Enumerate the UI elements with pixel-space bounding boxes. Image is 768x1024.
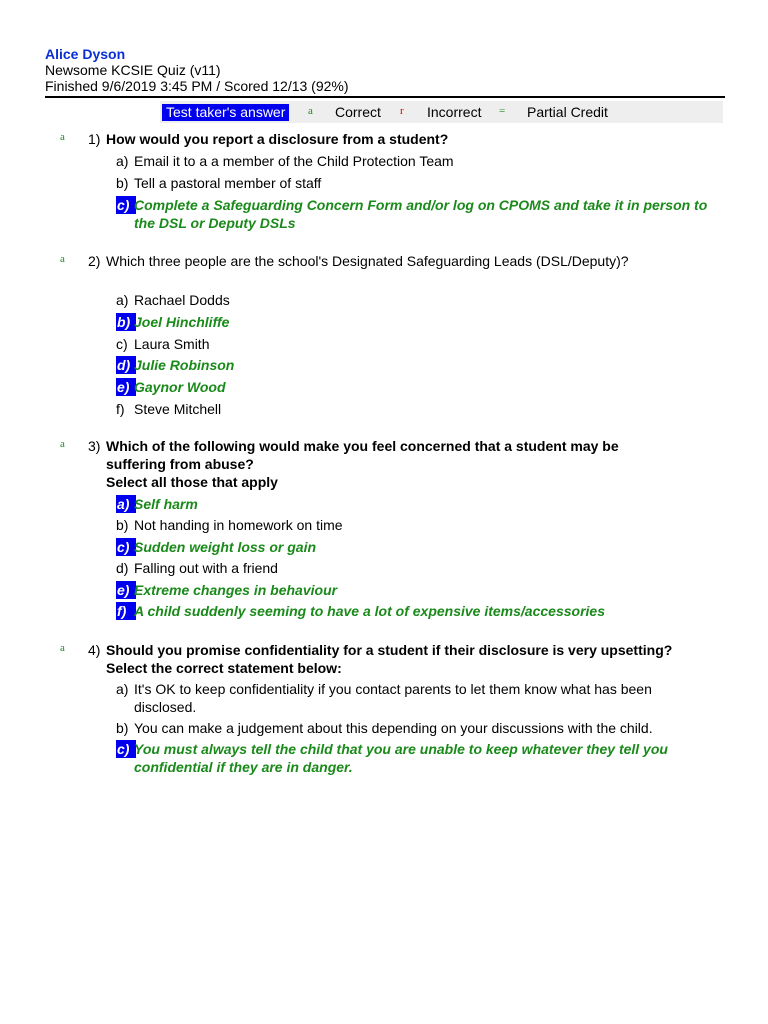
question-text: How would you report a disclosure from a student? bbox=[106, 131, 449, 147]
legend-correct-label: Correct bbox=[335, 104, 381, 120]
option-selected-correct: f) A child suddenly seeming to have a lot of expensive items/accessories bbox=[117, 603, 605, 619]
partial-credit-icon: = bbox=[499, 105, 506, 117]
correct-check-icon: a bbox=[60, 438, 65, 450]
header-divider bbox=[45, 96, 725, 98]
option: b) You can make a judgement about this depending on your discussions with the child. bbox=[116, 720, 653, 736]
correct-check-icon: a bbox=[308, 105, 313, 117]
question-number: 4) bbox=[88, 642, 101, 658]
option: b) Not handing in homework on time bbox=[116, 517, 343, 533]
question-number: 3) bbox=[88, 438, 101, 454]
quiz-title: Newsome KCSIE Quiz (v11) bbox=[45, 62, 221, 78]
correct-check-icon: a bbox=[60, 131, 65, 143]
legend-incorrect-label: Incorrect bbox=[427, 104, 482, 120]
result-header bbox=[45, 46, 725, 94]
question-number: 2) bbox=[88, 253, 101, 269]
legend-bar bbox=[160, 101, 723, 123]
option-selected-correct: c) Complete a Safeguarding Concern Form and/or log on CPOMS and take it in person to the DSL or Deputy DSLs bbox=[117, 197, 708, 231]
option-selected-correct: c) Sudden weight loss or gain bbox=[117, 539, 317, 555]
question-text: Which of the following would make you feel concerned that a student may be suffering from abuse? Select all those that apply bbox=[106, 438, 619, 490]
option: a) It's OK to keep confidentiality if you contact parents to let them know what has been disclosed. bbox=[116, 681, 652, 715]
test-taker-name: Alice Dyson bbox=[45, 46, 126, 62]
question-number: 1) bbox=[88, 131, 101, 147]
option-selected-correct: b) Joel Hinchliffe bbox=[117, 314, 230, 330]
question-text: Which three people are the school's Designated Safeguarding Leads (DSL/Deputy)? bbox=[106, 253, 629, 269]
correct-check-icon: a bbox=[60, 253, 65, 265]
option-selected-correct: e) Gaynor Wood bbox=[117, 379, 226, 395]
legend-partial-label: Partial Credit bbox=[527, 104, 608, 120]
option: d) Falling out with a friend bbox=[116, 560, 278, 576]
correct-check-icon: a bbox=[60, 642, 65, 654]
option-selected-correct: d) Julie Robinson bbox=[117, 357, 235, 373]
score-summary: Finished 9/6/2019 3:45 PM / Scored 12/13 (92%) bbox=[45, 78, 349, 94]
option: c) Laura Smith bbox=[116, 336, 210, 352]
option: f) Steve Mitchell bbox=[116, 401, 222, 417]
option: b) Tell a pastoral member of staff bbox=[116, 175, 322, 191]
incorrect-cross-icon: r bbox=[400, 105, 404, 117]
option-selected-correct: a) Self harm bbox=[117, 496, 198, 512]
legend-answer-label: Test taker's answer bbox=[162, 104, 289, 121]
option: a) Rachael Dodds bbox=[116, 292, 230, 308]
question-text: Should you promise confidentiality for a student if their disclosure is very upsetting? Select the correct statement below: bbox=[106, 642, 673, 676]
option-selected-correct: c) You must always tell the child that you are unable to keep whatever they tell you confidential if they are in danger. bbox=[117, 741, 668, 775]
option: a) Email it to a a member of the Child Protection Team bbox=[116, 153, 454, 169]
option-selected-correct: e) Extreme changes in behaviour bbox=[117, 582, 338, 598]
